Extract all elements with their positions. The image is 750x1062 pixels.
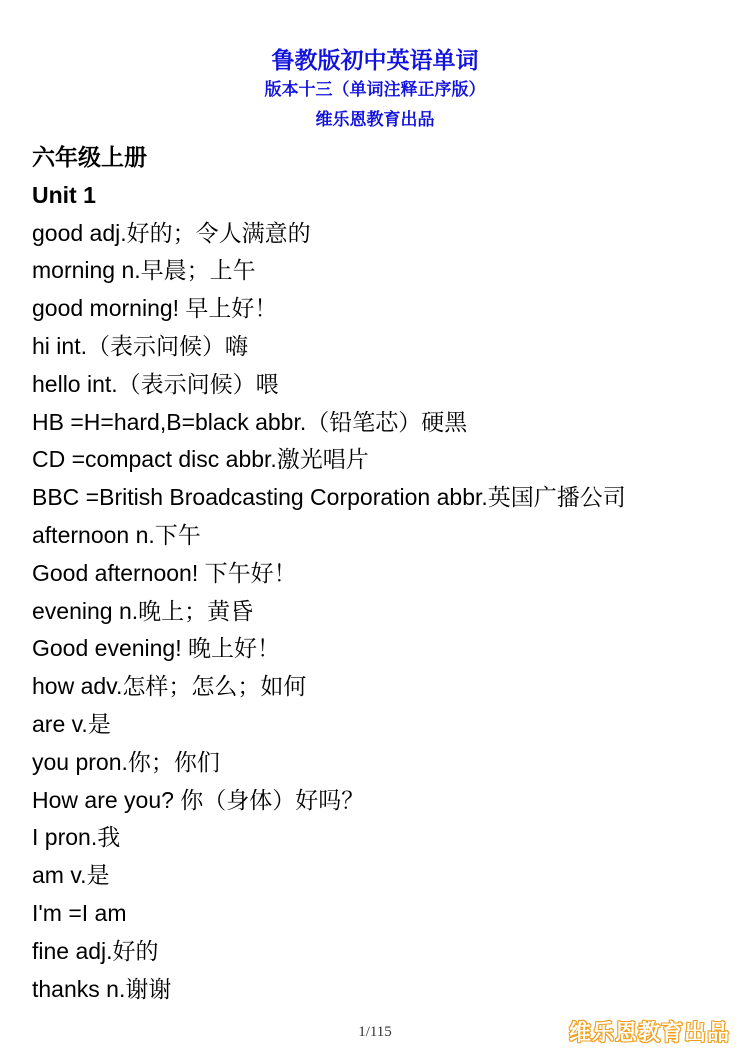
vocab-entry: hi int.（表示问候）嗨 [32, 332, 248, 359]
vocab-entry: thanks n.谢谢 [32, 975, 172, 1002]
vocab-entry: How are you? 你（身体）好吗？ [32, 786, 365, 813]
vocab-entry: BBC =British Broadcasting Corporation abbr.英国广播公司 [32, 484, 626, 511]
document-publisher: 维乐恩教育出品 [315, 110, 435, 129]
vocab-entry: good adj.好的；令人满意的 [32, 219, 311, 246]
publisher-watermark: 维乐恩教育出品 [568, 1020, 730, 1045]
vocab-entry: HB =H=hard,B=black abbr.（铅笔芯）硬黑 [32, 408, 468, 435]
vocab-entry: evening n.晚上；黄昏 [32, 597, 254, 624]
vocabulary-list [32, 139, 732, 1008]
unit-heading: Unit 1 [32, 181, 96, 208]
vocab-entry: you pron.你；你们 [32, 748, 220, 775]
vocab-entry: hello int.（表示问候）喂 [32, 370, 279, 397]
vocab-entry: morning n.早晨；上午 [32, 257, 256, 284]
vocab-entry: how adv.怎样；怎么；如何 [32, 673, 307, 700]
vocab-entry: I'm =I am [32, 899, 127, 926]
document-subtitle: 版本十三（单词注释正序版） [264, 80, 486, 99]
vocab-entry: afternoon n.下午 [32, 521, 201, 548]
vocab-entry: are v.是 [32, 710, 111, 737]
vocab-entry: Good afternoon! 下午好！ [32, 559, 297, 586]
vocab-entry: good morning! 早上好！ [32, 295, 278, 322]
vocab-entry: am v.是 [32, 862, 110, 889]
page-number: 1/115 [358, 1024, 392, 1040]
document-title: 鲁教版初中英语单词 [271, 47, 479, 73]
vocab-entry: CD =compact disc abbr.激光唱片 [32, 446, 369, 473]
vocab-entry: I pron.我 [32, 824, 121, 851]
grade-heading: 六年级上册 [32, 144, 147, 170]
vocab-entry: fine adj.好的 [32, 937, 159, 964]
vocab-entry: Good evening! 晚上好！ [32, 635, 281, 662]
